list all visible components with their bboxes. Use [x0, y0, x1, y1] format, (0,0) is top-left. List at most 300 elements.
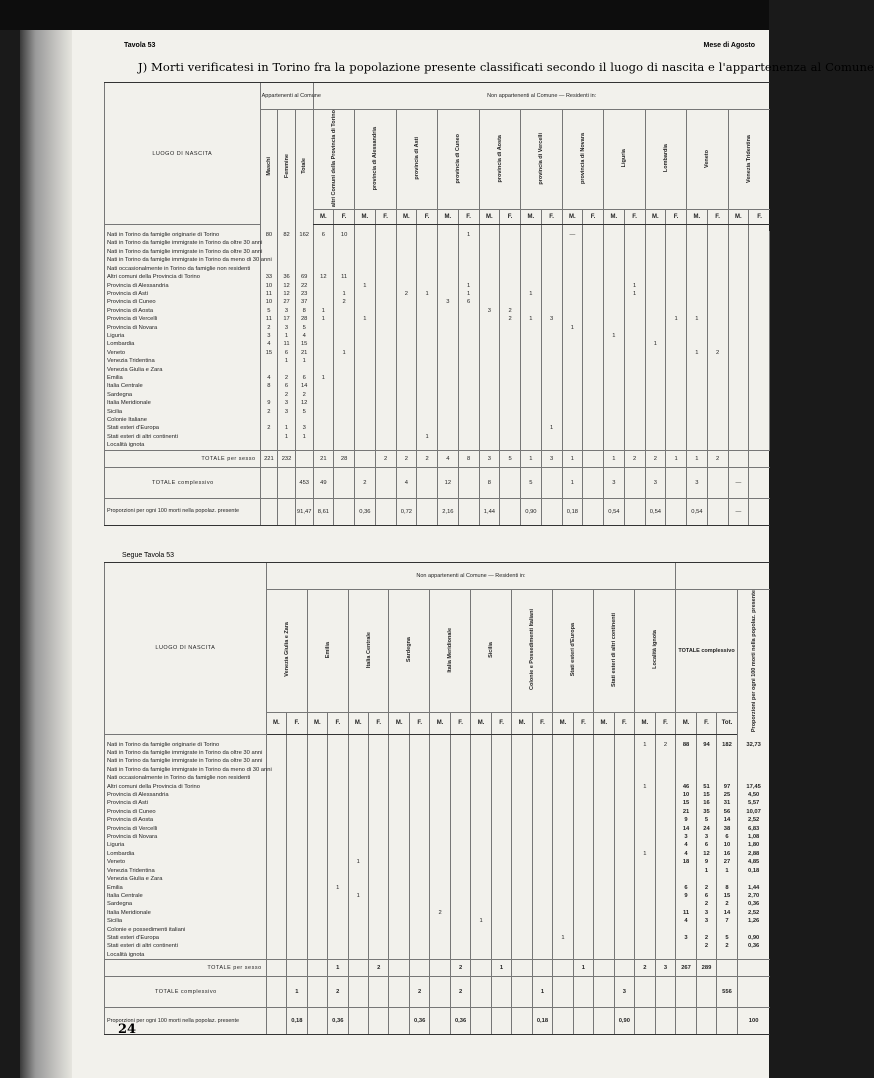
data-cell [583, 324, 604, 332]
data-cell: 10 [334, 231, 355, 239]
data-cell [624, 324, 645, 332]
data-cell [334, 357, 355, 365]
proportion-row [105, 1008, 770, 1035]
data-cell [553, 850, 573, 858]
data-cell: 6 [278, 349, 296, 357]
data-cell [676, 926, 696, 934]
data-cell [307, 757, 327, 765]
data-cell [614, 833, 634, 841]
data-cell [450, 850, 470, 858]
data-cell [417, 424, 438, 432]
data-cell: 1 [313, 374, 334, 382]
data-cell: 5 [696, 816, 716, 824]
data-cell [278, 441, 296, 450]
data-cell [728, 239, 749, 247]
data-cell: 2,70 [737, 892, 769, 900]
total-cell: 3 [604, 467, 625, 498]
table-row [105, 416, 770, 424]
data-cell: 1 [334, 349, 355, 357]
data-cell: 2 [696, 942, 716, 950]
data-cell: 1 [687, 315, 708, 323]
data-cell [614, 841, 634, 849]
data-cell [749, 282, 770, 290]
data-cell: 1 [313, 307, 334, 315]
data-cell [450, 951, 470, 960]
data-cell [645, 399, 666, 407]
data-cell [266, 783, 286, 791]
total-cell: 556 [717, 977, 737, 1008]
data-cell: 6 [278, 382, 296, 390]
data-cell [687, 324, 708, 332]
data-cell [749, 366, 770, 374]
data-cell [479, 340, 500, 348]
total-cell [375, 467, 396, 498]
data-cell [532, 892, 552, 900]
group-header [594, 590, 635, 713]
data-cell [583, 374, 604, 382]
data-cell [266, 909, 286, 917]
data-cell [278, 416, 296, 424]
data-cell [417, 239, 438, 247]
data-cell [541, 382, 562, 390]
data-cell [521, 231, 542, 239]
row-label: Stati esteri di altri continenti [105, 433, 261, 441]
total-cell [737, 977, 769, 1008]
data-cell [635, 833, 655, 841]
data-cell [450, 900, 470, 908]
total-cell: 1 [687, 450, 708, 467]
data-cell [348, 909, 368, 917]
total-cell: 2 [450, 960, 470, 977]
data-cell [749, 424, 770, 432]
data-cell [328, 875, 348, 883]
total-cell: 2 [375, 450, 396, 467]
data-cell [458, 366, 479, 374]
data-cell [450, 774, 470, 782]
data-cell [471, 766, 491, 774]
table-row [105, 282, 770, 290]
data-cell [334, 391, 355, 399]
data-cell [287, 942, 307, 950]
total-cell [348, 960, 368, 977]
data-cell: 2 [260, 408, 278, 416]
data-cell [604, 307, 625, 315]
data-cell [266, 841, 286, 849]
data-cell [348, 850, 368, 858]
data-cell [666, 273, 687, 281]
data-cell [328, 909, 348, 917]
data-cell [594, 850, 614, 858]
data-cell [491, 757, 511, 765]
table-row [105, 307, 770, 315]
data-cell [328, 757, 348, 765]
data-cell [438, 357, 459, 365]
data-cell [541, 391, 562, 399]
data-cell [409, 841, 429, 849]
data-cell [471, 816, 491, 824]
data-cell [635, 892, 655, 900]
total-cell [532, 960, 552, 977]
data-cell [512, 766, 532, 774]
data-cell [666, 282, 687, 290]
data-cell: 1 [562, 324, 583, 332]
total-cell [260, 467, 278, 498]
data-cell [266, 774, 286, 782]
data-cell: 3 [295, 424, 313, 432]
data-cell: 2 [707, 349, 728, 357]
data-cell [553, 783, 573, 791]
data-cell [287, 816, 307, 824]
data-cell [450, 875, 470, 883]
total-cell [471, 977, 491, 1008]
total-cell [696, 977, 716, 1008]
data-cell [749, 315, 770, 323]
data-cell [728, 324, 749, 332]
data-cell [532, 875, 552, 883]
data-cell [614, 892, 634, 900]
data-cell [717, 749, 737, 757]
data-cell [295, 441, 313, 450]
data-cell [728, 298, 749, 306]
group-header [645, 110, 687, 210]
data-cell [307, 875, 327, 883]
data-cell [458, 340, 479, 348]
data-cell [655, 934, 676, 942]
data-cell [369, 875, 389, 883]
data-cell: 2 [260, 424, 278, 432]
data-cell [666, 256, 687, 264]
data-cell [313, 239, 334, 247]
data-cell [604, 298, 625, 306]
data-cell [375, 307, 396, 315]
data-cell [389, 875, 409, 883]
total-overall-label: TOTALE complessivo [105, 977, 267, 1008]
data-cell [728, 424, 749, 432]
data-cell [479, 315, 500, 323]
data-cell [583, 273, 604, 281]
proportion-cell: 1,44 [479, 498, 500, 525]
data-cell [266, 942, 286, 950]
data-cell [666, 433, 687, 441]
row-label: Località ignota [105, 441, 261, 450]
table-row [105, 783, 770, 791]
row-label: Venezia Giulia e Zara [105, 875, 267, 883]
data-cell [430, 833, 450, 841]
data-cell [614, 766, 634, 774]
group-header-text: Venezia Giulia e Zara [283, 622, 290, 678]
data-cell [479, 256, 500, 264]
row-label: Venezia Tridentina [105, 357, 261, 365]
column-label-luogo: LUOGO DI NASCITA [105, 83, 261, 225]
data-cell: 16 [717, 850, 737, 858]
data-cell [512, 858, 532, 866]
data-cell [717, 774, 737, 782]
data-cell [375, 340, 396, 348]
data-cell [655, 774, 676, 782]
data-cell [687, 248, 708, 256]
header-non-appartenenti: Non appartenenti al Comune — Residenti in: [266, 563, 676, 590]
data-cell [749, 248, 770, 256]
data-cell [594, 951, 614, 960]
data-cell [491, 741, 511, 749]
data-cell [266, 934, 286, 942]
data-cell [479, 399, 500, 407]
data-cell [409, 816, 429, 824]
data-cell [687, 256, 708, 264]
data-cell [532, 841, 552, 849]
data-cell [369, 825, 389, 833]
data-cell [355, 416, 376, 424]
data-cell [266, 833, 286, 841]
data-cell [635, 757, 655, 765]
data-cell [396, 332, 417, 340]
data-cell: 36 [278, 273, 296, 281]
data-cell [728, 441, 749, 450]
total-cell: 1 [573, 960, 593, 977]
data-cell [355, 382, 376, 390]
data-cell [687, 290, 708, 298]
total-cell [307, 960, 327, 977]
data-cell [614, 741, 634, 749]
data-cell [389, 858, 409, 866]
data-cell [562, 239, 583, 247]
data-cell [624, 399, 645, 407]
table-row [105, 741, 770, 749]
data-cell [583, 248, 604, 256]
sex-m: M. [355, 210, 376, 225]
data-cell [749, 340, 770, 348]
data-cell: 8 [717, 884, 737, 892]
data-cell [696, 926, 716, 934]
data-cell [471, 875, 491, 883]
data-cell [541, 273, 562, 281]
row-label: Località ignota [105, 951, 267, 960]
data-cell [458, 424, 479, 432]
data-cell [687, 298, 708, 306]
column-totale [295, 110, 313, 225]
data-cell [624, 441, 645, 450]
data-cell: 1 [355, 282, 376, 290]
data-cell [583, 239, 604, 247]
data-cell [645, 391, 666, 399]
data-cell [749, 273, 770, 281]
data-cell [541, 433, 562, 441]
data-cell [614, 850, 634, 858]
data-cell [532, 816, 552, 824]
data-cell [624, 416, 645, 424]
data-cell [728, 382, 749, 390]
data-cell [645, 265, 666, 273]
data-cell [707, 307, 728, 315]
data-cell: 1,44 [737, 884, 769, 892]
data-cell [348, 749, 368, 757]
group-header [728, 110, 770, 210]
data-cell [307, 799, 327, 807]
table-row [105, 909, 770, 917]
data-cell [512, 942, 532, 950]
data-cell [348, 926, 368, 934]
data-cell [553, 917, 573, 925]
row-label: Provincia di Alessandria [105, 282, 261, 290]
data-cell [594, 825, 614, 833]
data-cell [635, 900, 655, 908]
data-cell [583, 307, 604, 315]
total-cell [707, 467, 728, 498]
data-cell: 5 [295, 324, 313, 332]
data-cell: 11 [260, 315, 278, 323]
data-cell [438, 408, 459, 416]
sex-m: M. [512, 712, 532, 734]
data-cell [287, 757, 307, 765]
data-cell: 1 [348, 858, 368, 866]
group-header [348, 590, 389, 713]
group-header [389, 590, 430, 713]
sex-f: F. [541, 210, 562, 225]
data-cell: 82 [278, 231, 296, 239]
data-cell [458, 441, 479, 450]
data-cell: 1 [604, 332, 625, 340]
data-cell [645, 416, 666, 424]
table-1 [104, 82, 770, 526]
total-cell: 1 [562, 450, 583, 467]
data-cell: 10,07 [737, 808, 769, 816]
total-cell [471, 960, 491, 977]
total-cell [573, 977, 593, 1008]
group-header [604, 110, 646, 210]
proportion-cell [635, 1008, 655, 1035]
data-cell [717, 757, 737, 765]
data-cell [348, 917, 368, 925]
data-cell [307, 766, 327, 774]
document-page [20, 30, 874, 1078]
proportion-cell: 0,54 [645, 498, 666, 525]
data-cell: 1 [278, 424, 296, 432]
data-cell [521, 282, 542, 290]
data-cell [624, 366, 645, 374]
data-cell [328, 934, 348, 942]
data-cell [532, 867, 552, 875]
data-cell [532, 799, 552, 807]
total-cell: 28 [334, 450, 355, 467]
data-cell [266, 884, 286, 892]
data-cell [532, 858, 552, 866]
data-cell [583, 256, 604, 264]
data-cell [655, 926, 676, 934]
table-row [105, 332, 770, 340]
data-cell [334, 256, 355, 264]
data-cell [355, 332, 376, 340]
row-label: Nati in Torino da famiglie immigrate in Torino da meno di 30 anni [105, 256, 261, 264]
data-cell [521, 399, 542, 407]
data-cell [645, 408, 666, 416]
data-cell [645, 290, 666, 298]
data-cell [334, 424, 355, 432]
data-cell [430, 799, 450, 807]
data-cell [491, 850, 511, 858]
data-cell [512, 808, 532, 816]
data-cell [355, 357, 376, 365]
total-cell [655, 977, 676, 1008]
proportion-cell: 0,18 [287, 1008, 307, 1035]
data-cell [458, 315, 479, 323]
sex-m: M. [396, 210, 417, 225]
data-cell [348, 951, 368, 960]
data-cell [396, 298, 417, 306]
data-cell [471, 867, 491, 875]
data-cell [491, 934, 511, 942]
data-cell [328, 833, 348, 841]
data-cell [573, 858, 593, 866]
total-cell: 1 [604, 450, 625, 467]
data-cell [614, 909, 634, 917]
total-cell: 3 [614, 977, 634, 1008]
data-cell [430, 774, 450, 782]
data-cell [635, 816, 655, 824]
group-header-text: Veneto [704, 149, 711, 168]
data-cell: 4 [260, 374, 278, 382]
data-cell [430, 900, 450, 908]
data-cell: 2 [696, 884, 716, 892]
data-cell [479, 239, 500, 247]
data-cell [278, 256, 296, 264]
data-cell: 1 [278, 433, 296, 441]
column-maschi [260, 110, 278, 225]
data-cell [430, 917, 450, 925]
data-cell [417, 374, 438, 382]
data-cell: 0,36 [737, 942, 769, 950]
data-cell [409, 900, 429, 908]
data-cell [450, 867, 470, 875]
data-cell: 4 [676, 917, 696, 925]
row-label: Provincia di Cuneo [105, 808, 267, 816]
data-cell [728, 315, 749, 323]
data-cell [430, 892, 450, 900]
data-cell [355, 265, 376, 273]
data-cell [458, 332, 479, 340]
data-cell [266, 816, 286, 824]
proportion-cell: 0,18 [562, 498, 583, 525]
data-cell [666, 424, 687, 432]
data-cell [512, 841, 532, 849]
data-cell [491, 884, 511, 892]
header-totale: TOTALE complessivo [676, 590, 737, 713]
month-label: Mese di Agosto [703, 42, 755, 49]
total-cell: 2 [417, 450, 438, 467]
data-cell: 25 [717, 791, 737, 799]
table-row [105, 273, 770, 281]
data-cell [307, 858, 327, 866]
proportion-cell [583, 498, 604, 525]
data-cell [287, 934, 307, 942]
data-cell: 8 [295, 307, 313, 315]
table-row [105, 399, 770, 407]
data-cell [375, 416, 396, 424]
data-cell [604, 391, 625, 399]
data-cell [438, 399, 459, 407]
data-cell [417, 248, 438, 256]
data-cell [417, 315, 438, 323]
data-cell [260, 265, 278, 273]
data-cell [512, 749, 532, 757]
data-cell [573, 926, 593, 934]
proportion-cell [491, 1008, 511, 1035]
data-cell [417, 349, 438, 357]
data-cell [562, 256, 583, 264]
data-cell [471, 892, 491, 900]
data-cell [409, 741, 429, 749]
data-cell [532, 783, 552, 791]
data-cell [541, 324, 562, 332]
